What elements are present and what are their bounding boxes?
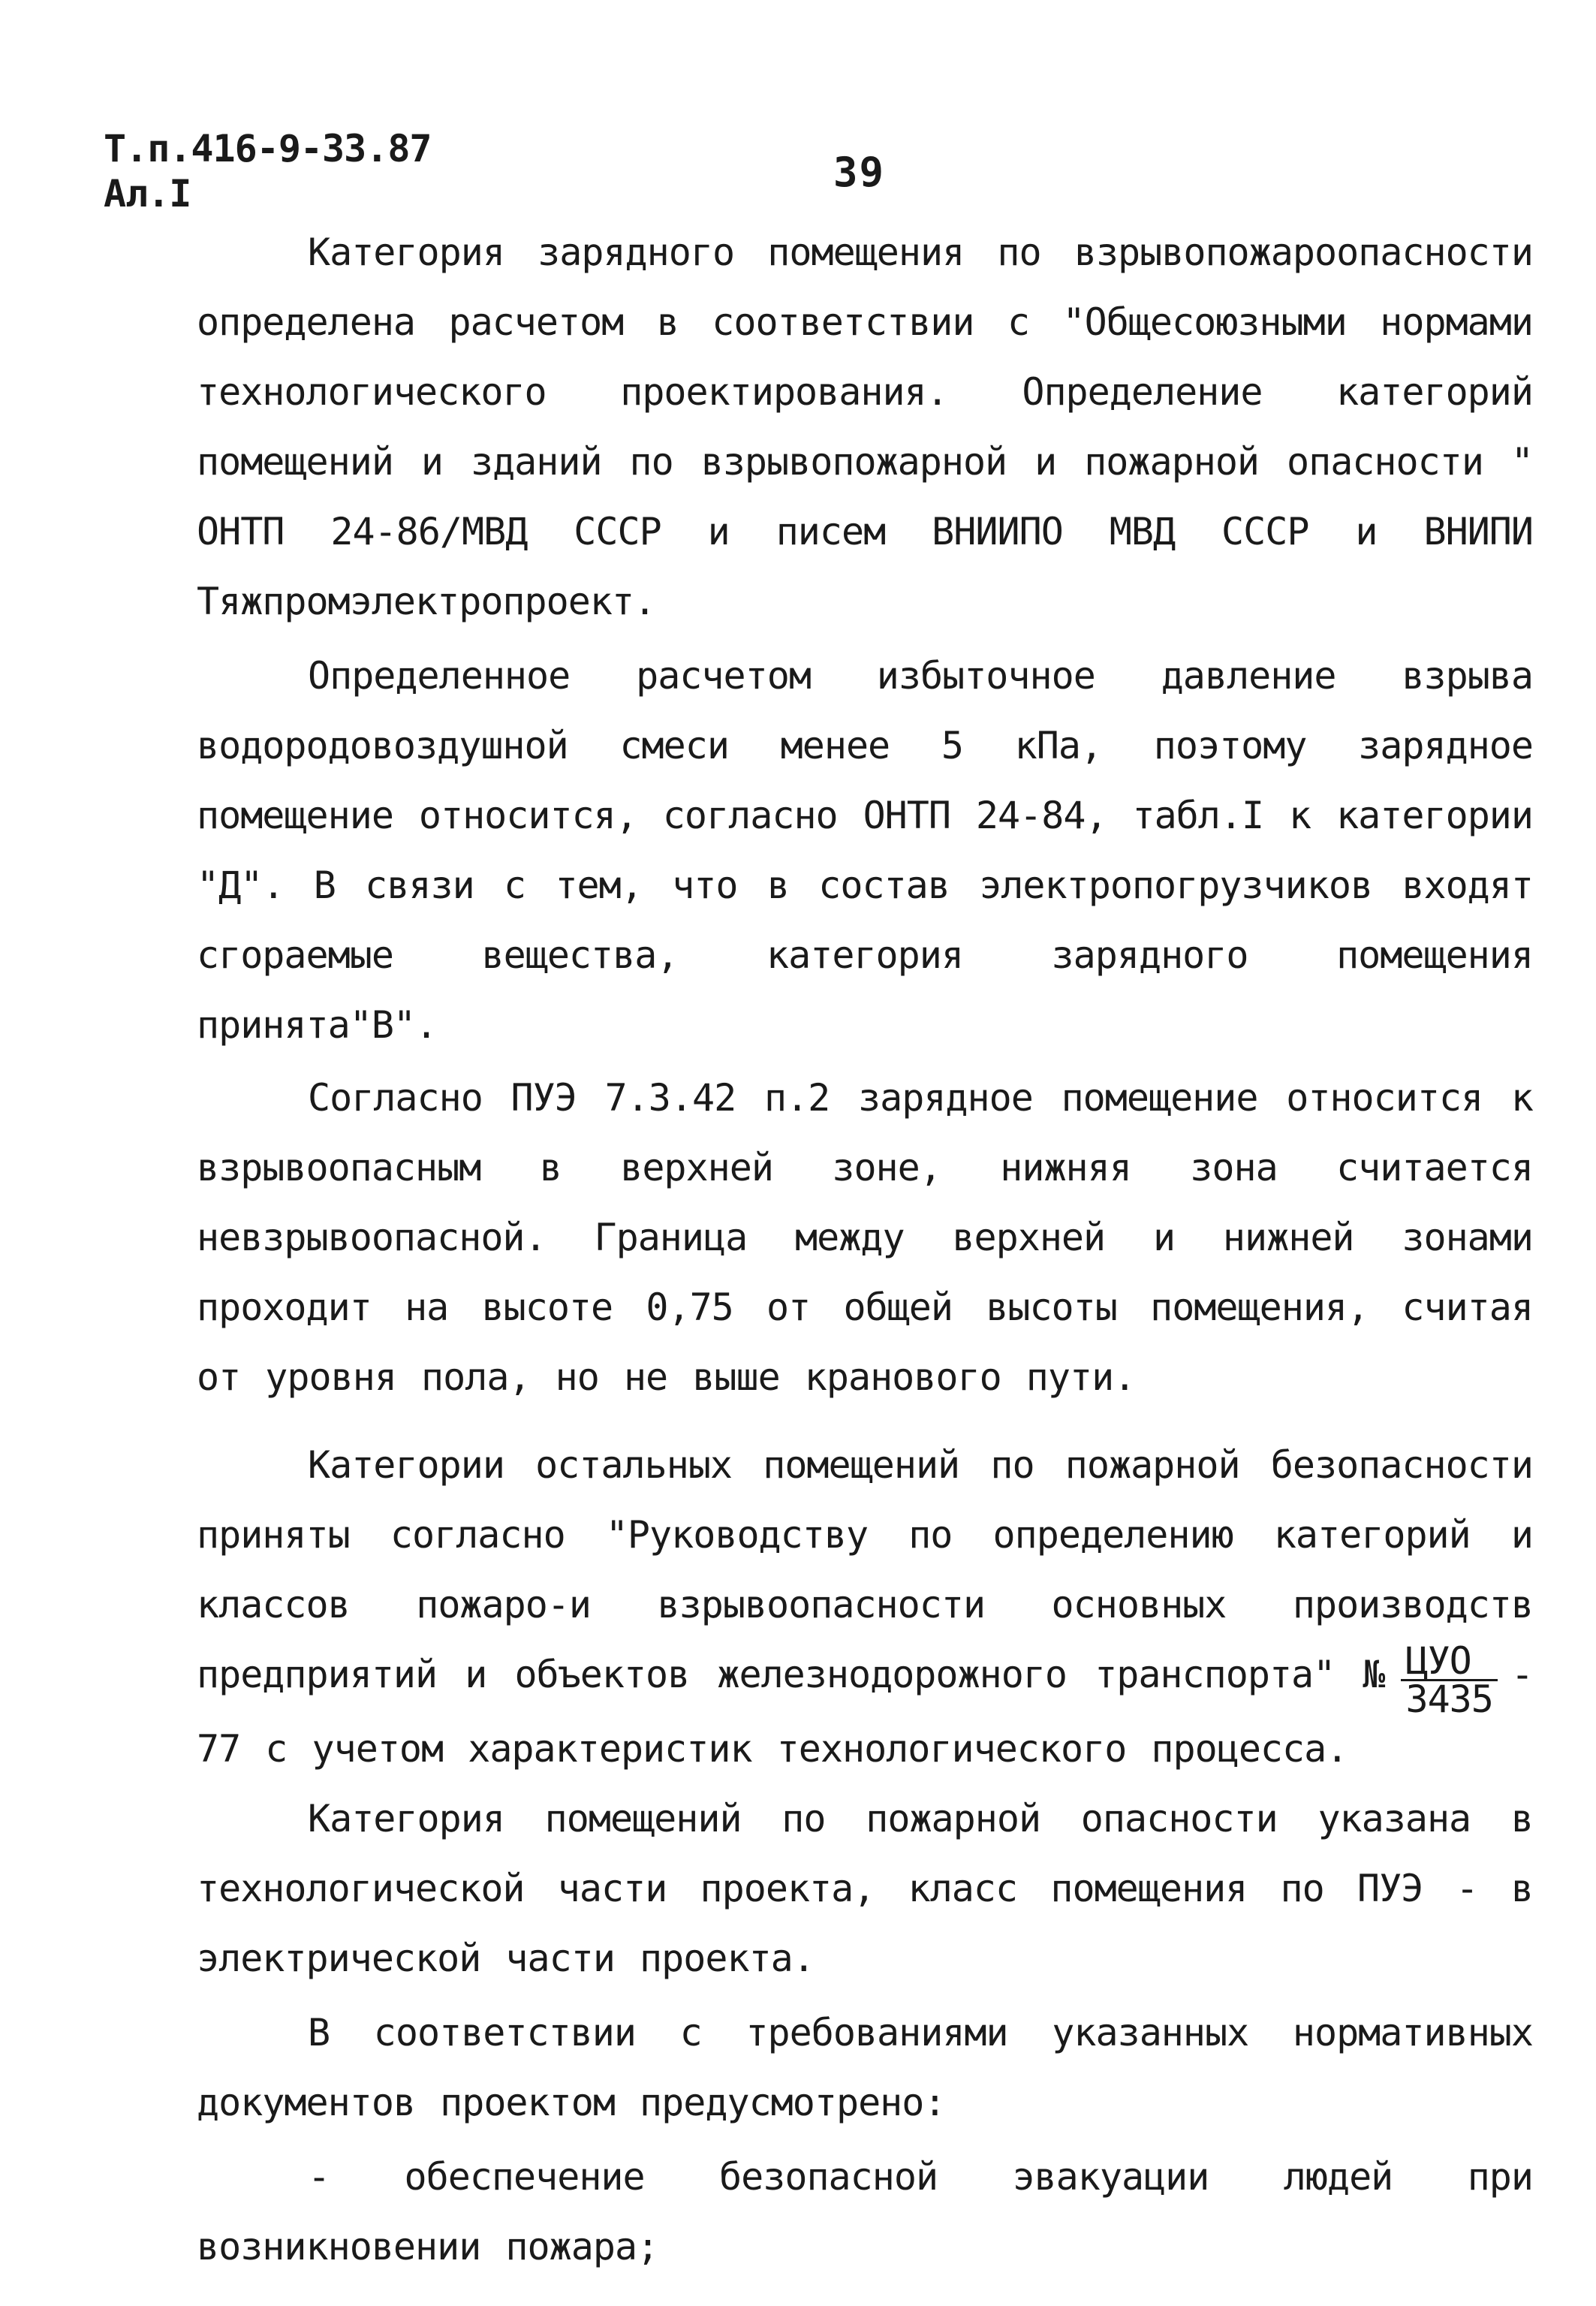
paragraph-pue-zones: Согласно ПУЭ 7.3.42 п.2 зарядное помещение относится к взрывоопасным в верхней зоне, нижняя зона считается невзрывоопасной. Граница между верхней и нижней зонами проходит на высоте 0,75 от общей высоты помещения, считая от уровня пола, но не выше кранового пути. bbox=[197, 1076, 1533, 1399]
fraction-numerator: ЦУО bbox=[1401, 1643, 1497, 1681]
document-code-line1: Т.п.416-9-33.87 bbox=[104, 127, 432, 170]
fraction-denominator: 3435 bbox=[1405, 1678, 1493, 1721]
document-code bbox=[104, 126, 432, 216]
paragraph-charging-room-category: Категория зарядного помещения по взрывопожароопасности определена расчетом в соответствии с "Общесоюзными нормами технологического проектирования. Определение категорий помещений и зданий по взрывопожарной и пожарной опасности " ОНТП 24-86/МВД СССР и писем ВНИИПО МВД СССР и ВНИПИ Тяжпромэлектропроект. bbox=[197, 231, 1533, 623]
paragraph-other-rooms-categories bbox=[197, 1430, 1533, 1784]
paragraph-other-rooms-text-after: - 77 с учетом характеристик технологического процесса. bbox=[197, 1653, 1533, 1771]
paragraph-other-rooms-text-before: Категории остальных помещений по пожарной безопасности приняты согласно "Руководству по определению категорий и классов пожаро-и взрывоопасности основных производств предприятий и объектов железнодорожного транспорта" № bbox=[197, 1443, 1533, 1696]
document-code-line2: Ал.I bbox=[104, 172, 191, 216]
paragraph-fire-hazard-category: Категория помещений по пожарной опасности указана в технологической части проекта, класс помещения по ПУЭ - в электрической части проекта. bbox=[197, 1797, 1533, 1980]
page-number: 39 bbox=[833, 149, 886, 196]
paragraph-explosion-pressure: Определенное расчетом избыточное давление взрыва водородовоздушной смеси менее 5 кПа, поэтому зарядное помещение относится, согласно ОНТП 24-84, табл.I к категории "Д". В связи с тем, что в состав электропогрузчиков входят сгораемые вещества, категория зарядного помещения принята"В". bbox=[197, 654, 1533, 1047]
list-item-evacuation: - обеспечение безопасной эвакуации людей при возникновении пожара; bbox=[197, 2155, 1533, 2268]
document-number-fraction bbox=[1401, 1639, 1497, 1721]
paragraph-requirements-intro: В соответствии с требованиями указанных нормативных документов проектом предусмотрено: bbox=[197, 2011, 1533, 2124]
document-body bbox=[197, 218, 1533, 2282]
